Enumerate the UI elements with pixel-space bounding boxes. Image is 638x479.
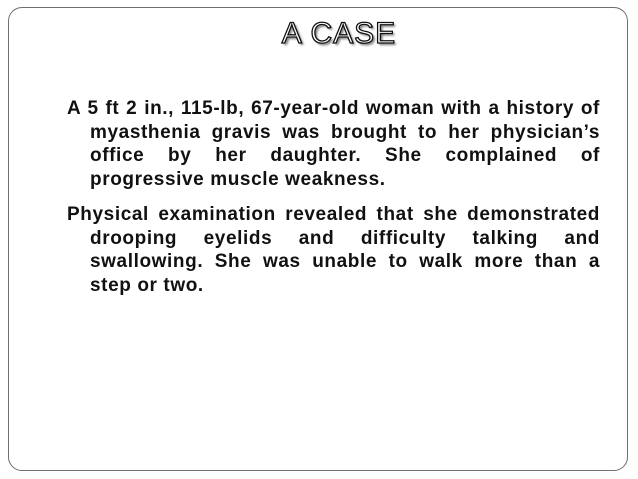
case-paragraph-history: A 5 ft 2 in., 115-lb, 67-year-old woman with a history of myasthenia gravis was brought to her physician’s office by her daughter. She complained of progressive muscle weakness. <box>67 98 600 190</box>
title-container <box>0 14 638 54</box>
case-paragraph-examination: Physical examination revealed that she demonstrated drooping eyelids and difficulty talking and swallowing. She was unable to walk more than a step or two. <box>67 204 600 296</box>
slide-body <box>67 97 600 297</box>
slide-title: A CASE <box>281 17 397 50</box>
